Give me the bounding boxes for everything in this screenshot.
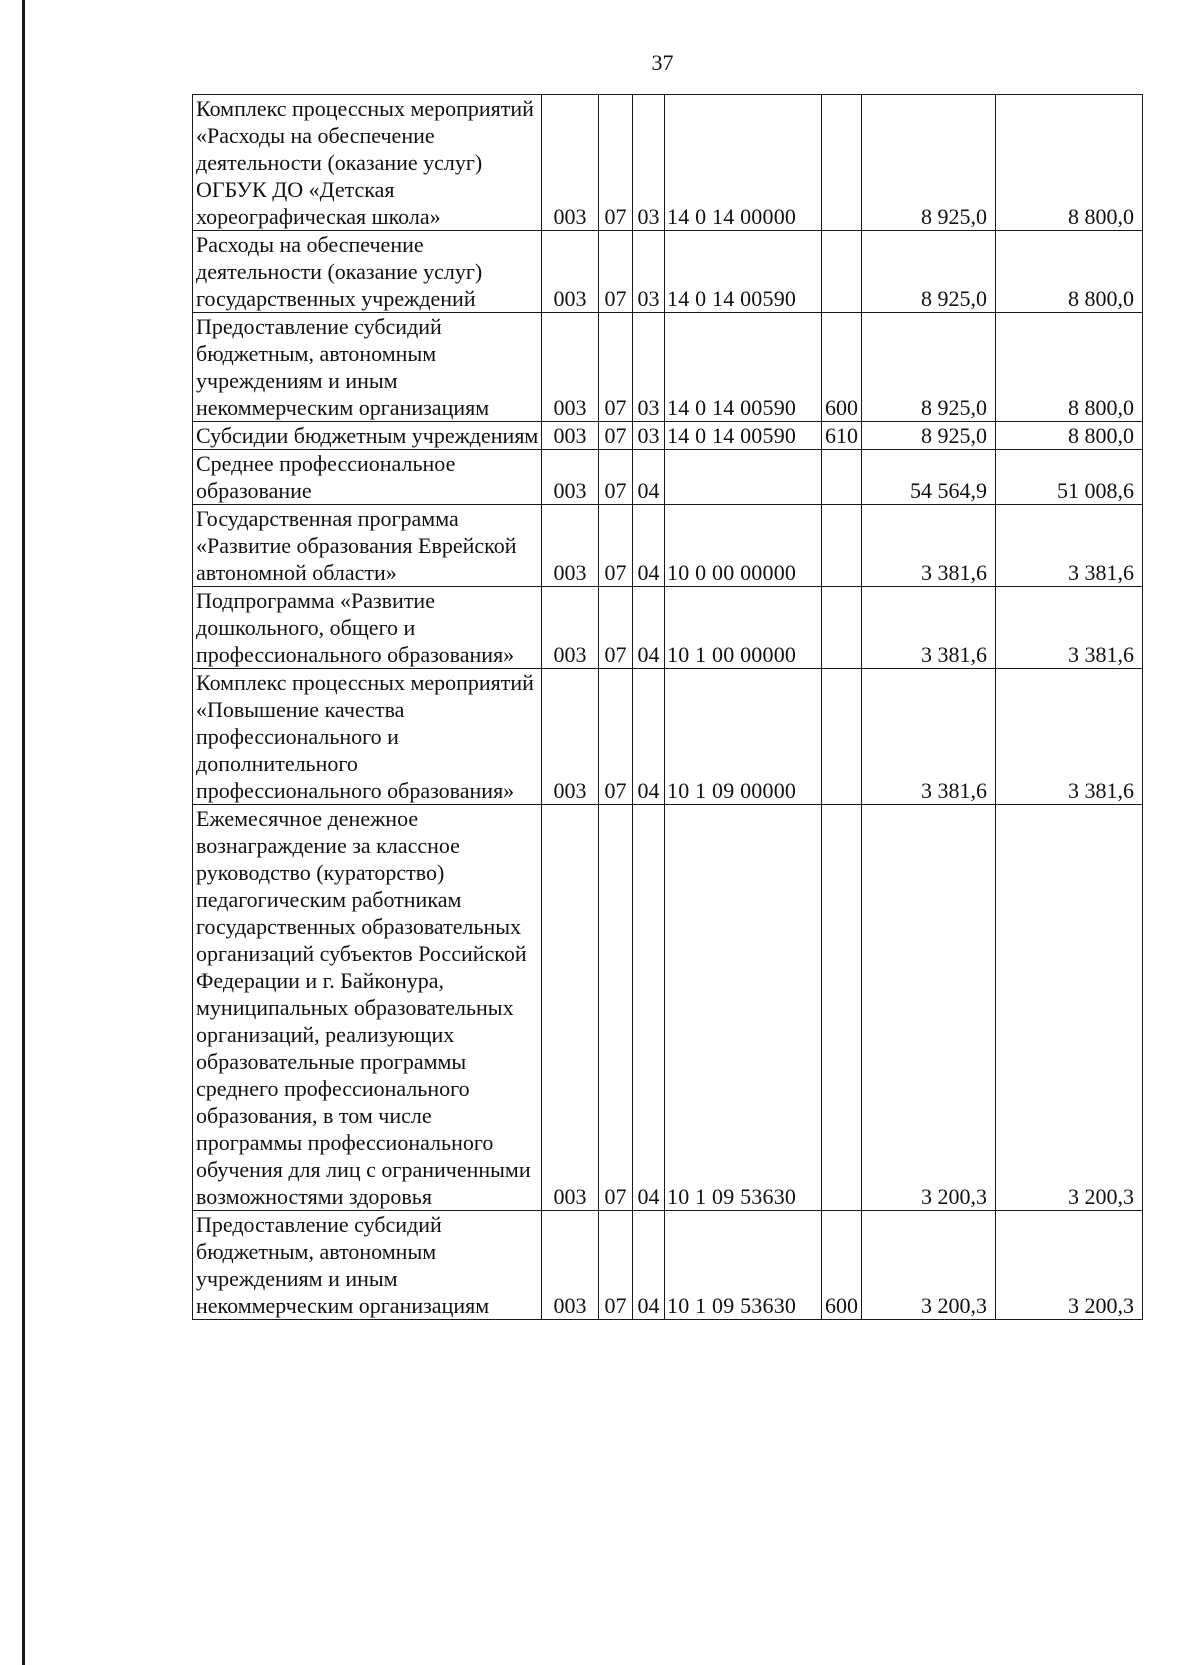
amount-year-2: 3 200,3 — [996, 805, 1143, 1211]
subsection-code: 04 — [633, 505, 665, 587]
expense-type-code — [822, 450, 862, 505]
row-name: Подпрограмма «Развитие дошкольного, общего и профессионального образования» — [193, 587, 542, 669]
target-article-code: 14 0 14 00590 — [665, 313, 822, 422]
amount-year-1: 3 200,3 — [862, 805, 996, 1211]
amount-year-1: 3 381,6 — [862, 669, 996, 805]
section-code: 07 — [599, 422, 633, 450]
amount-year-1: 3 381,6 — [862, 505, 996, 587]
amount-year-2: 8 800,0 — [996, 231, 1143, 313]
expense-type-code: 610 — [822, 422, 862, 450]
table-row — [193, 313, 1143, 422]
amount-year-1: 8 925,0 — [862, 231, 996, 313]
row-name: Среднее профессиональное образование — [193, 450, 542, 505]
amount-year-2: 51 008,6 — [996, 450, 1143, 505]
row-name: Субсидии бюджетным учреждениям — [193, 422, 542, 450]
expense-type-code — [822, 95, 862, 231]
budget-table — [192, 94, 1143, 1320]
expense-type-code — [822, 805, 862, 1211]
subsection-code: 03 — [633, 313, 665, 422]
amount-year-1: 8 925,0 — [862, 95, 996, 231]
page-number: 37 — [651, 50, 674, 75]
section-code: 07 — [599, 669, 633, 805]
section-code: 07 — [599, 805, 633, 1211]
expense-type-code: 600 — [822, 1211, 862, 1320]
table-row — [193, 505, 1143, 587]
subsection-code: 04 — [633, 669, 665, 805]
row-name: Расходы на обеспечение деятельности (оказание услуг) государственных учреждений — [193, 231, 542, 313]
row-name: Ежемесячное денежное вознаграждение за классное руководство (кураторство) педагогическим работникам государственных образовательных организаций субъектов Российской Федерации и г. Байконура, муниципальных образовательных организаций, реализующих образовательные программы среднего профессионального образования, в том числе программы профессионального обучения для лиц с ограниченными возможностями здоровья — [193, 805, 542, 1211]
target-article-code — [665, 450, 822, 505]
amount-year-2: 3 381,6 — [996, 505, 1143, 587]
row-name: Предоставление субсидий бюджетным, автономным учреждениям и иным некоммерческим организациям — [193, 1211, 542, 1320]
expense-type-code — [822, 669, 862, 805]
target-article-code: 14 0 14 00000 — [665, 95, 822, 231]
amount-year-1: 8 925,0 — [862, 422, 996, 450]
amount-year-2: 3 381,6 — [996, 669, 1143, 805]
ministry-code: 003 — [542, 450, 599, 505]
section-code: 07 — [599, 450, 633, 505]
target-article-code: 10 1 09 53630 — [665, 805, 822, 1211]
amount-year-1: 8 925,0 — [862, 313, 996, 422]
section-code: 07 — [599, 95, 633, 231]
amount-year-2: 8 800,0 — [996, 95, 1143, 231]
ministry-code: 003 — [542, 313, 599, 422]
subsection-code: 04 — [633, 587, 665, 669]
table-row — [193, 231, 1143, 313]
table-row — [193, 669, 1143, 805]
amount-year-1: 3 200,3 — [862, 1211, 996, 1320]
expense-type-code — [822, 505, 862, 587]
subsection-code: 03 — [633, 422, 665, 450]
row-name: Предоставление субсидий бюджетным, автономным учреждениям и иным некоммерческим организациям — [193, 313, 542, 422]
amount-year-1: 3 381,6 — [862, 587, 996, 669]
section-code: 07 — [599, 505, 633, 587]
ministry-code: 003 — [542, 505, 599, 587]
subsection-code: 04 — [633, 1211, 665, 1320]
section-code: 07 — [599, 313, 633, 422]
row-name: Комплекс процессных мероприятий «Расходы на обеспечение деятельности (оказание услуг) ОГБУК ДО «Детская хореографическая школа» — [193, 95, 542, 231]
target-article-code: 14 0 14 00590 — [665, 422, 822, 450]
subsection-code: 04 — [633, 450, 665, 505]
table-row — [193, 95, 1143, 231]
subsection-code: 03 — [633, 231, 665, 313]
ministry-code: 003 — [542, 1211, 599, 1320]
ministry-code: 003 — [542, 669, 599, 805]
section-code: 07 — [599, 587, 633, 669]
ministry-code: 003 — [542, 231, 599, 313]
amount-year-2: 3 200,3 — [996, 1211, 1143, 1320]
table-row — [193, 1211, 1143, 1320]
section-code: 07 — [599, 1211, 633, 1320]
scan-edge-line — [22, 0, 25, 1665]
target-article-code: 10 1 00 00000 — [665, 587, 822, 669]
ministry-code: 003 — [542, 422, 599, 450]
amount-year-2: 3 381,6 — [996, 587, 1143, 669]
amount-year-2: 8 800,0 — [996, 422, 1143, 450]
table-row — [193, 587, 1143, 669]
ministry-code: 003 — [542, 805, 599, 1211]
table-row — [193, 805, 1143, 1211]
ministry-code: 003 — [542, 95, 599, 231]
table-row — [193, 450, 1143, 505]
subsection-code: 03 — [633, 95, 665, 231]
section-code: 07 — [599, 231, 633, 313]
amount-year-2: 8 800,0 — [996, 313, 1143, 422]
expense-type-code — [822, 231, 862, 313]
target-article-code: 10 0 00 00000 — [665, 505, 822, 587]
expense-type-code: 600 — [822, 313, 862, 422]
row-name: Государственная программа «Развитие образования Еврейской автономной области» — [193, 505, 542, 587]
amount-year-1: 54 564,9 — [862, 450, 996, 505]
target-article-code: 14 0 14 00590 — [665, 231, 822, 313]
target-article-code: 10 1 09 00000 — [665, 669, 822, 805]
ministry-code: 003 — [542, 587, 599, 669]
target-article-code: 10 1 09 53630 — [665, 1211, 822, 1320]
subsection-code: 04 — [633, 805, 665, 1211]
row-name: Комплекс процессных мероприятий «Повышение качества профессионального и дополнительного профессионального образования» — [193, 669, 542, 805]
expense-type-code — [822, 587, 862, 669]
table-row — [193, 422, 1143, 450]
